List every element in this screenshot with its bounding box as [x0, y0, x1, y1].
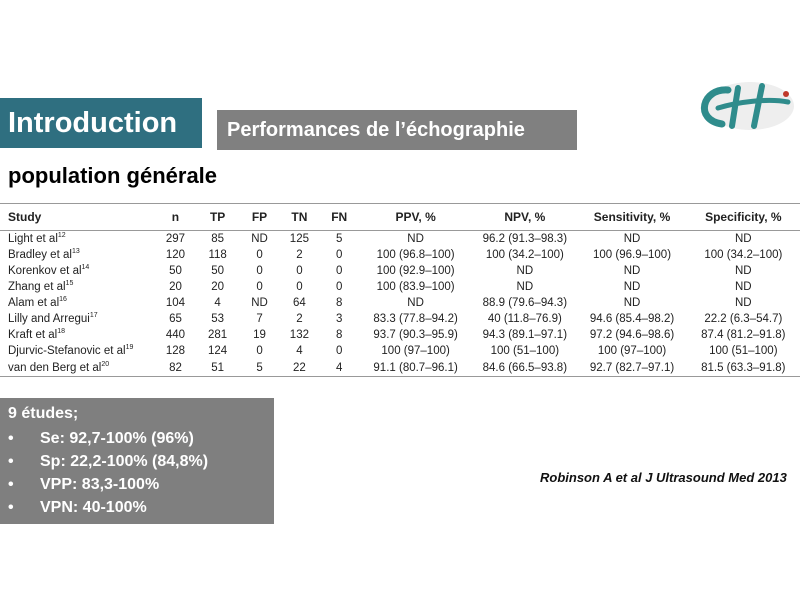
table-row: [0, 247, 800, 263]
reference-number: 20: [101, 360, 110, 368]
section-heading: population générale: [8, 163, 218, 188]
cell-npv: ND: [516, 265, 534, 277]
bullet-icon: •: [8, 453, 14, 470]
cell-study: [0, 359, 155, 377]
cell-fn: 0: [336, 249, 343, 261]
cell-n: 128: [165, 345, 186, 357]
bottom-letterbox: [0, 528, 800, 600]
cell-sens: 94.6 (85.4–98.2): [589, 313, 675, 325]
study-table: [0, 203, 800, 377]
cell-fn: 8: [336, 329, 343, 341]
cell-npv: 100 (51–100): [490, 345, 560, 357]
summary-box: [0, 398, 274, 524]
cell-fn: 8: [336, 297, 343, 309]
cell-tn: 0: [296, 281, 303, 293]
cell-fp: 5: [240, 359, 280, 377]
study-name: Light et al: [8, 233, 58, 245]
cell-n: 104: [165, 297, 186, 309]
cell-npv: 94.3 (89.1–97.1): [482, 329, 568, 341]
cell-study: [0, 295, 155, 311]
cell-spec: ND: [735, 233, 752, 245]
cell-sens: 92.7 (82.7–97.1): [577, 359, 686, 377]
cell-sens: ND: [623, 297, 641, 309]
cell-ppv: 100 (96.8–100): [376, 249, 455, 261]
cell-study: [0, 279, 155, 295]
slide-title: Introduction: [0, 98, 202, 148]
summary-list: [8, 427, 266, 519]
study-name: Bradley et al: [8, 249, 72, 261]
cell-fp: 0: [256, 281, 263, 293]
table-row: [0, 231, 800, 248]
cell-ppv: 91.1 (80.7–96.1): [359, 359, 472, 377]
col-header-fn: FN: [319, 204, 359, 231]
cell-fn: 3: [336, 313, 343, 325]
cell-npv: 88.9 (79.6–94.3): [482, 297, 568, 309]
study-name: Alam et al: [8, 297, 60, 309]
cell-n: 120: [165, 249, 186, 261]
citation: Robinson A et al J Ultrasound Med 2013: [540, 470, 787, 485]
col-header-specificity: Specificity, %: [687, 204, 800, 231]
cell-tp: 85: [211, 233, 224, 245]
cell-fn: 0: [336, 281, 343, 293]
cell-npv: 100 (34.2–100): [485, 249, 564, 261]
cell-n: 50: [169, 265, 182, 277]
cell-n: 440: [165, 329, 186, 341]
study-name: Lilly and Arregui: [8, 313, 90, 325]
cell-sens: ND: [623, 265, 641, 277]
cell-ppv: 100 (92.9–100): [376, 265, 455, 277]
cell-tn: 22: [279, 359, 319, 377]
cell-spec: ND: [735, 297, 752, 309]
col-header-study: Study: [0, 204, 155, 231]
cell-tn: 0: [296, 265, 303, 277]
reference-number: 12: [57, 232, 66, 240]
study-name: Djurvic-Stefanovic et al: [8, 345, 126, 357]
bullet-icon: •: [8, 430, 14, 447]
cell-ppv: ND: [407, 233, 424, 245]
bullet-icon: •: [8, 499, 14, 516]
cell-npv: ND: [516, 281, 534, 293]
cell-tp: 53: [211, 313, 224, 325]
cell-n: 65: [169, 313, 182, 325]
slide-subtitle: Performances de l’échographie: [217, 110, 577, 150]
table-row: [0, 327, 800, 343]
ch-logo-icon: [688, 76, 800, 138]
cell-study: [0, 231, 155, 248]
cell-tp: 4: [214, 297, 221, 309]
cell-spec: 22.2 (6.3–54.7): [704, 313, 783, 325]
cell-n: 82: [155, 359, 195, 377]
cell-npv: 84.6 (66.5–93.8): [472, 359, 577, 377]
cell-study: [0, 343, 155, 359]
study-name: Kraft et al: [8, 329, 58, 341]
cell-sens: ND: [623, 281, 641, 293]
cell-spec: 100 (34.2–100): [704, 249, 783, 261]
cell-fp: ND: [251, 297, 268, 309]
cell-study: [0, 247, 155, 263]
summary-item-text: VPP: 83,3-100%: [40, 476, 160, 493]
cell-spec: ND: [735, 265, 752, 277]
cell-fn: 5: [336, 233, 343, 245]
col-header-ppv: PPV, %: [359, 204, 472, 231]
table-row: [0, 263, 800, 279]
cell-sens: 100 (96.9–100): [593, 249, 672, 261]
logo-dot: [783, 91, 789, 97]
cell-fp: 0: [256, 249, 263, 261]
cell-fp: 0: [256, 345, 263, 357]
cell-ppv: 93.7 (90.3–95.9): [373, 329, 458, 341]
cell-sens: 97.2 (94.6–98.6): [589, 329, 675, 341]
summary-item-vpn: [8, 496, 266, 519]
summary-item-text: Sp: 22,2-100% (84,8%): [40, 453, 209, 470]
cell-npv: 40 (11.8–76.9): [487, 313, 562, 325]
cell-npv: 96.2 (91.3–98.3): [482, 233, 568, 245]
study-name: Zhang et al: [8, 281, 66, 293]
cell-tn: 2: [296, 249, 303, 261]
table-row: [0, 311, 800, 327]
summary-title: 9 études;: [8, 405, 79, 422]
table-header-row: [0, 204, 800, 231]
col-header-tn: TN: [279, 204, 319, 231]
cell-tn: 132: [289, 329, 309, 341]
reference-number: 15: [65, 280, 74, 288]
col-header-sensitivity: Sensitivity, %: [577, 204, 686, 231]
col-header-tp: TP: [196, 204, 240, 231]
cell-tp: 20: [211, 281, 224, 293]
cell-fp: 0: [256, 265, 263, 277]
summary-item-text: VPN: 40-100%: [40, 499, 147, 516]
cell-tp: 118: [208, 249, 227, 261]
table-row: [0, 279, 800, 295]
table-row: [0, 343, 800, 359]
cell-spec: 100 (51–100): [709, 345, 778, 357]
cell-sens: 100 (97–100): [597, 345, 667, 357]
cell-study: [0, 263, 155, 279]
table-row: [0, 295, 800, 311]
table-body: [0, 231, 800, 377]
reference-number: 17: [89, 312, 98, 320]
cell-tp: 51: [196, 359, 240, 377]
cell-ppv: 100 (83.9–100): [376, 281, 455, 293]
cell-tp: 281: [208, 329, 228, 341]
cell-fn: 4: [319, 359, 359, 377]
reference-number: 19: [125, 344, 134, 352]
cell-study: [0, 327, 155, 343]
reference-number: 13: [71, 248, 80, 256]
reference-number: 16: [59, 296, 67, 304]
cell-fp: 7: [256, 313, 263, 325]
top-letterbox: [0, 0, 800, 75]
bullet-icon: •: [8, 476, 14, 493]
cell-spec: ND: [735, 281, 752, 293]
study-name: Korenkov et al: [8, 265, 82, 277]
col-header-fp: FP: [240, 204, 280, 231]
cell-tp: 124: [208, 345, 228, 357]
cell-ppv: 100 (97–100): [381, 345, 450, 357]
cell-spec: 81.5 (63.3–91.8): [687, 359, 800, 377]
cell-fp: 19: [253, 329, 266, 341]
cell-fn: 0: [336, 345, 343, 357]
cell-tp: 50: [211, 265, 224, 277]
cell-study: [0, 311, 155, 327]
summary-item-text: Se: 92,7-100% (96%): [40, 430, 194, 447]
cell-tn: 4: [296, 345, 303, 357]
cell-sens: ND: [623, 233, 641, 245]
study-name: van den Berg et al: [8, 361, 102, 374]
table-row: [0, 359, 800, 377]
cell-tn: 2: [296, 313, 303, 325]
summary-item-sp: [8, 450, 266, 473]
cell-fp: ND: [251, 233, 268, 245]
col-header-n: n: [155, 204, 195, 231]
cell-spec: 87.4 (81.2–91.8): [701, 329, 786, 341]
cell-ppv: ND: [407, 297, 424, 309]
reference-number: 18: [57, 328, 66, 336]
cell-tn: 64: [293, 297, 306, 309]
cell-n: 297: [165, 233, 186, 245]
cell-n: 20: [169, 281, 182, 293]
cell-ppv: 83.3 (77.8–94.2): [373, 313, 458, 325]
cell-tn: 125: [289, 233, 309, 245]
cell-fn: 0: [336, 265, 343, 277]
reference-number: 14: [81, 264, 90, 272]
summary-item-vpp: [8, 473, 266, 496]
summary-item-se: [8, 427, 266, 450]
col-header-npv: NPV, %: [472, 204, 577, 231]
